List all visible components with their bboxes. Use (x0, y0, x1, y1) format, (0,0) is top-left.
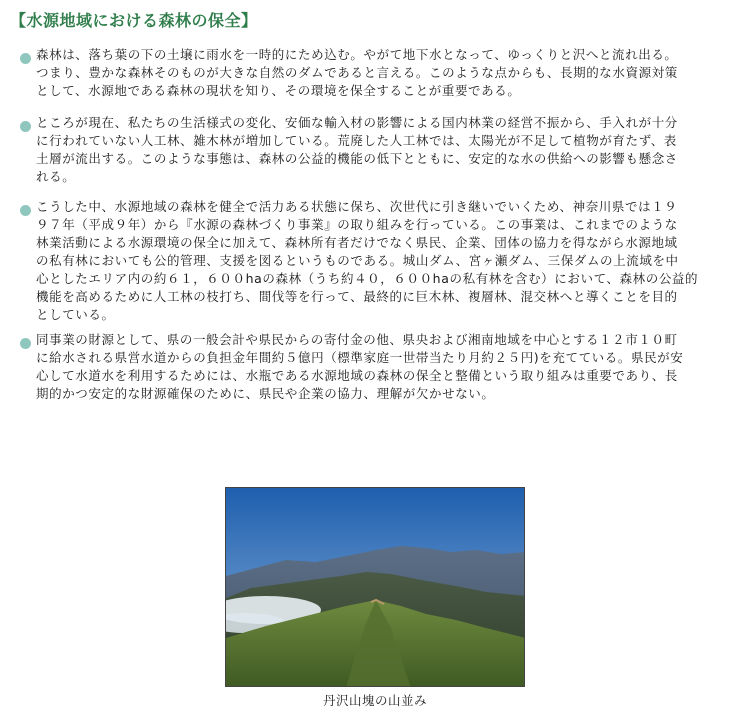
paragraph-4 (20, 331, 732, 403)
paragraph-text: 同事業の財源として、県の一般会計や県民からの寄付金の他、県央および湘南地域を中心とする１２市１０町 に給水される県営水道からの負担金年間約５億円（標準家庭一世帯当たり月約２５円)を充てている。県民が安 心して水道水を利用するためには、水瓶である水源地域の森林の保全と整備という取り組みは重要であり、長 期的かつ安定的な財源確保のために、県民や企業の協力、理解が欠かせない。 (36, 332, 684, 401)
page-title: 【水源地域における森林の保全】 (10, 11, 258, 30)
photo-caption: 丹沢山塊の山並み (322, 693, 427, 708)
bullet-icon (20, 121, 31, 132)
mountain-landscape-image (226, 488, 525, 687)
paragraph-text: こうした中、水源地域の森林を健全で活力ある状態に保ち、次世代に引き継いでいくため、神奈川県では１９ ９７年（平成９年）から『水源の森林づくり事業』の取り組みを行っている。この事業は、これまでのような 林業活動による水源環境の保全に加えて、森林所有者だけでなく県民、企業、団体の協力を得ながら水源地域 の私有林においても公的管理、支援を図るというものである。城山ダム、宮ヶ瀬ダム、三保ダムの上流域を中 心としたエリア内の約６１，６００haの森林（うち約４０，６００haの私有林を含む）において、森林の公益的 機能を高めるために人工林の枝打ち、間伐等を行って、最終的に巨木林、複層林、混交林へと導くことを目的 としている。 (36, 199, 699, 322)
paragraph-1 (20, 46, 732, 100)
bullet-icon (20, 53, 31, 64)
paragraph-2 (20, 114, 732, 186)
mountain-photo (225, 487, 525, 687)
paragraph-text: ところが現在、私たちの生活様式の変化、安価な輸入材の影響による国内林業の経営不振から、手入れが十分 に行われていない人工林、雑木林が増加している。荒廃した人工林では、太陽光が不足して植物が育たず、表 土層が流出する。このような事態は、森林の公益的機能の低下とともに、安定的な水の供給への影響も懸念さ れる。 (36, 115, 678, 184)
bullet-icon (20, 338, 31, 349)
paragraph-3 (20, 198, 732, 324)
paragraph-text: 森林は、落ち葉の下の土壌に雨水を一時的にため込む。やがて地下水となって、ゆっくりと沢へと流れ出る。 つまり、豊かな森林そのものが大きな自然のダムであると言える。このような点からも、長期的な水資源対策 として、水源地である森林の現状を知り、その環境を保全することが重要である。 (36, 47, 678, 98)
bullet-icon (20, 205, 31, 216)
